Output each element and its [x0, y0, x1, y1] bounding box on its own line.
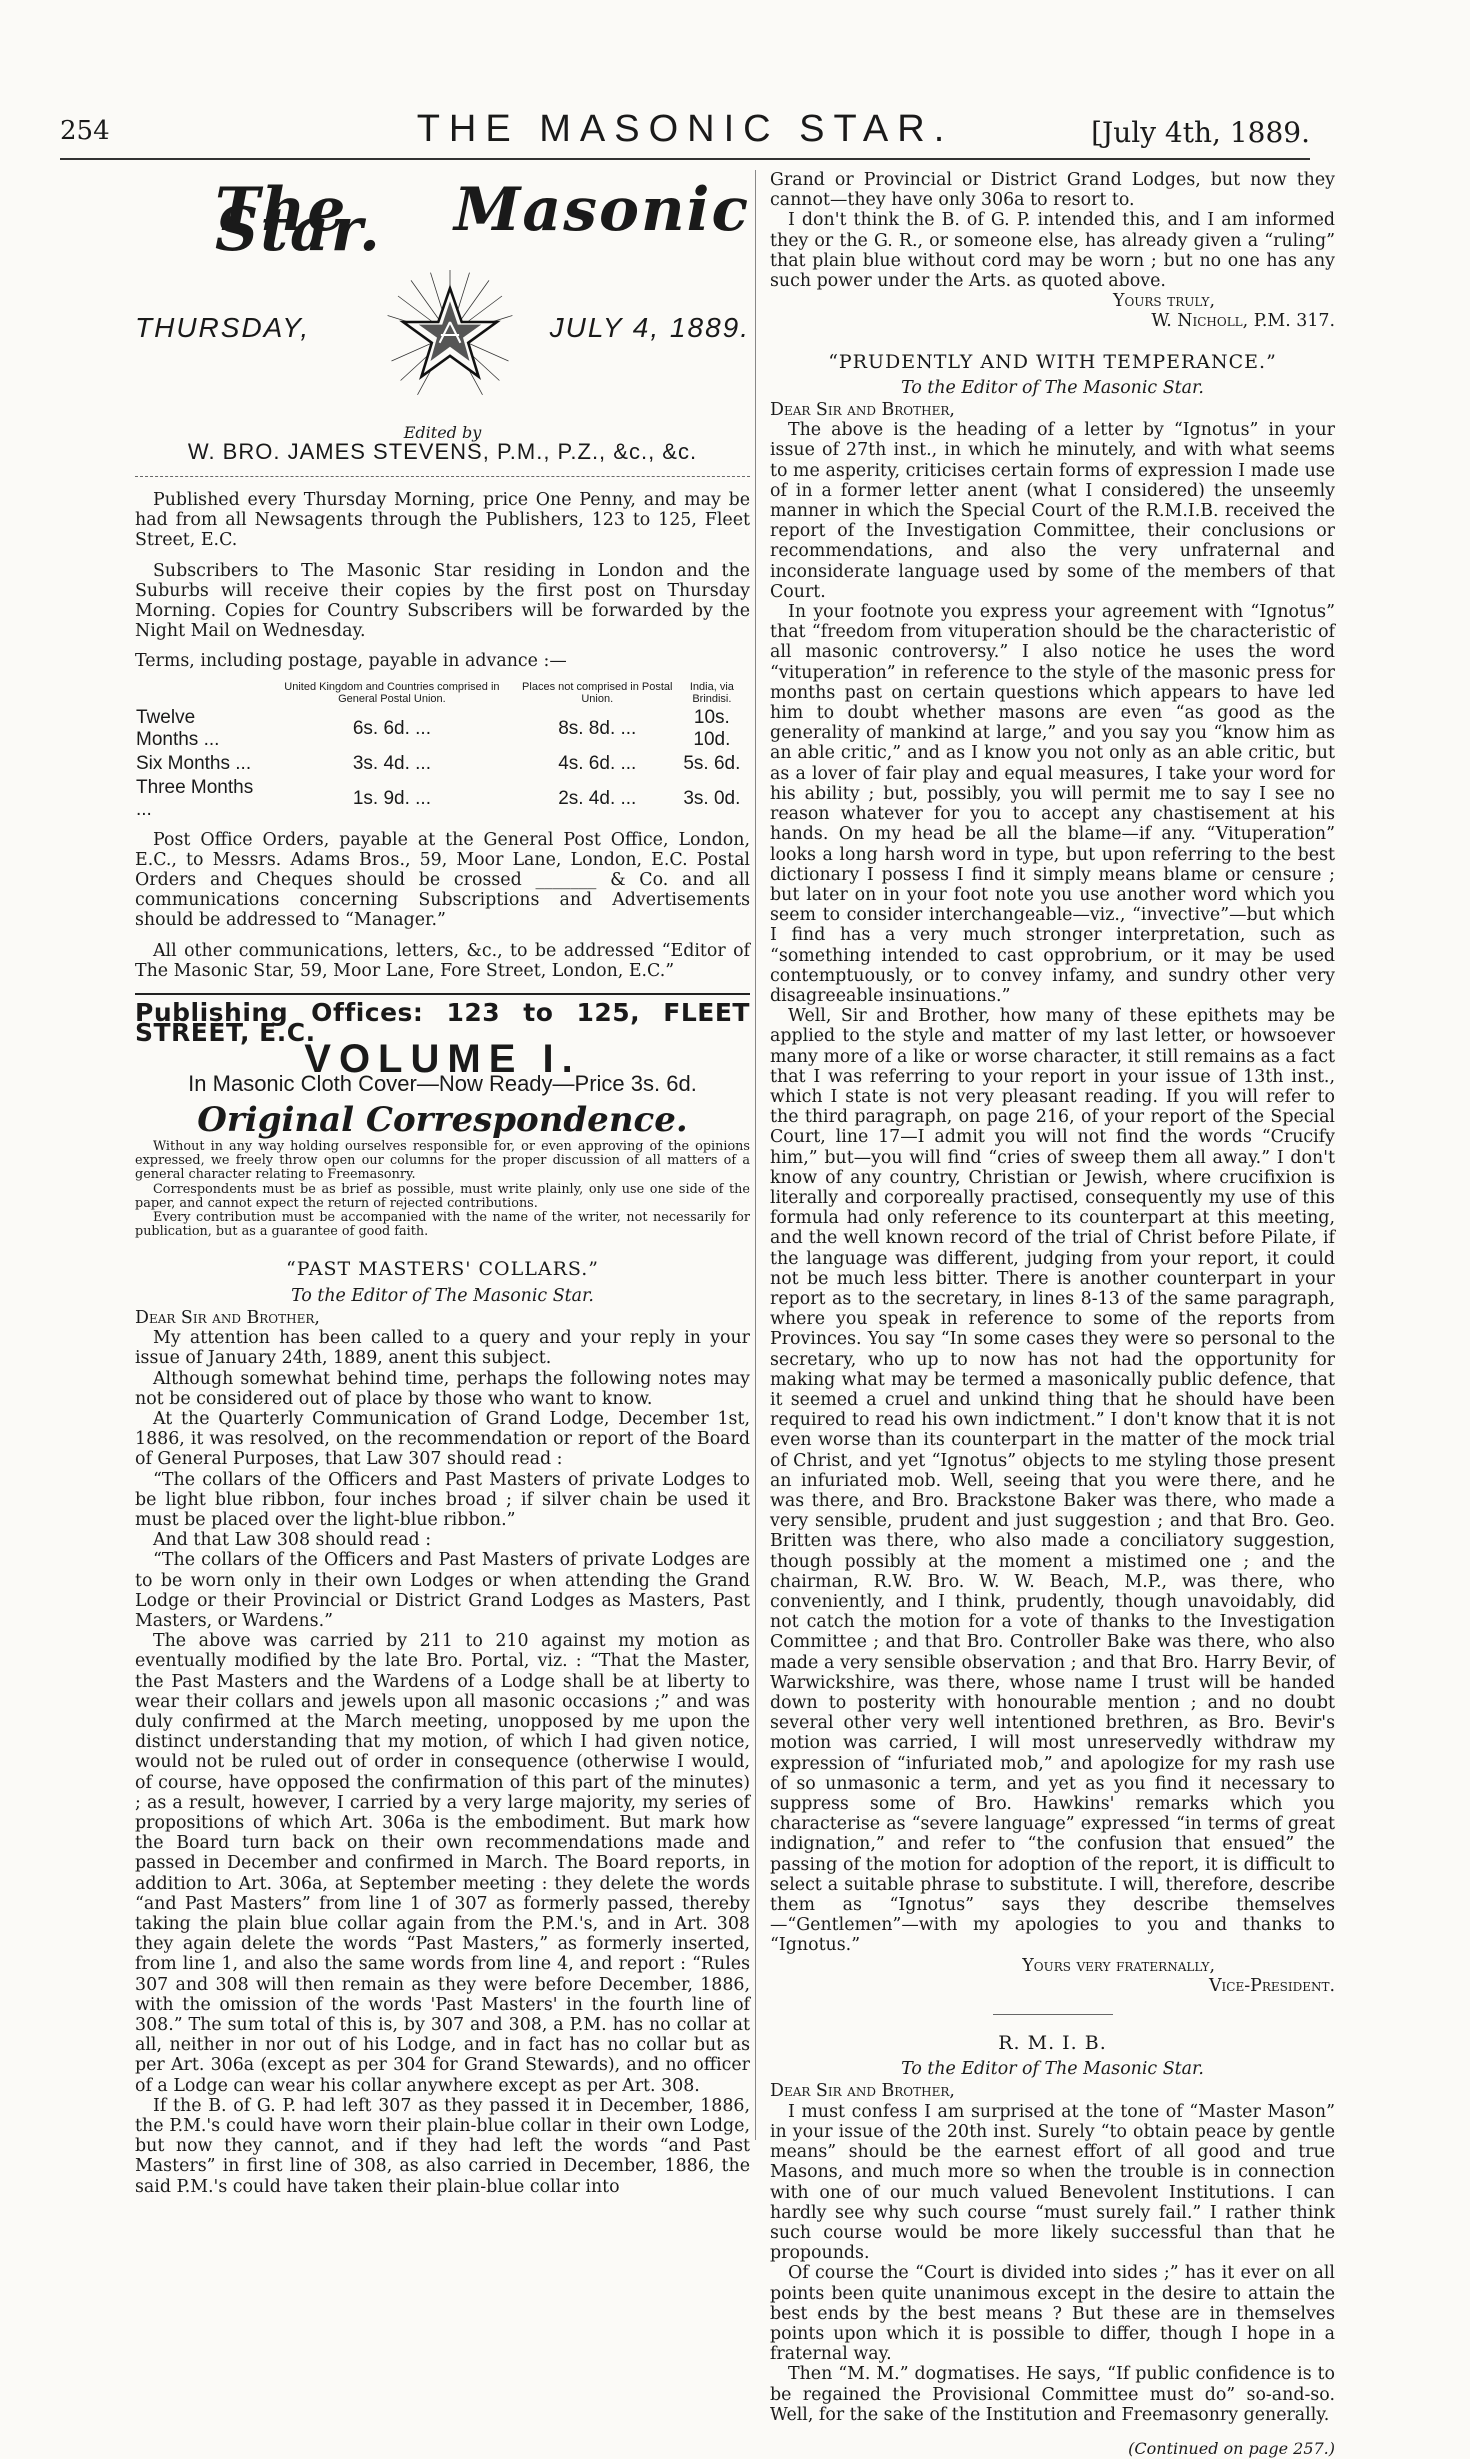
- edited-by-label: Edited by: [403, 423, 482, 442]
- letter-closing: Yours very fraternally,: [1022, 1955, 1215, 1976]
- letter-prudently-with-temperance: [770, 352, 1335, 1996]
- article-title: R. M. I. B.: [998, 2032, 1107, 2055]
- running-title: THE MASONIC STAR.: [416, 108, 954, 150]
- article-paragraph: Of course the “Court is divided into sides ;” has it ever on all points been quite unanimous except in the desire to attain the best ends by the best means ? But these are in themselves points upon which it is possible to differ, though I hope in a fraternal way.: [770, 2263, 1335, 2365]
- right-column: [770, 170, 1335, 2459]
- publishing-offices-banner: Publishing Offices: 123 to 125, FLEET STREET, E.C.: [135, 993, 750, 1043]
- article-addressee: To the Editor of The Masonic Star.: [291, 1285, 594, 1306]
- volume-subtitle: In Masonic Cloth Cover—Now Ready—Price 3s. 6d.: [188, 1070, 697, 1096]
- masthead: [135, 170, 750, 470]
- terms-cell: 4s. 6d. ...: [558, 752, 637, 774]
- article-paragraph: The above was carried by 211 to 210 against my motion as eventually modified by the late Bro. Portal, viz. : “That the Master, the Past Masters and the Wardens of a Lodge shall be at liberty to wear their collars and jewels upon all masonic occasions ;” and was duly confirmed at the March meeting, unopposed by me upon the distinct understanding that my motion, of which I had given notice, would not be ruled out of order in consequence (otherwise I would, of course, have opposed the confirmation of this part of the minutes) ; as a result, however, I carried by a very large majority, my series of propositions of which Art. 306a is the embodiment. But mark how the Board turn back on their own recommendations made and passed in December and confirmed in March. The Board reports, in addition to Art. 306a, at September meeting : they delete the words “and Past Masters” from line 1 of 307 as formerly passed, thereby taking the plain blue collar again from the P.M.'s, and in Art. 308 they again delete the words “Past Masters,” as formerly inserted, from line 1, and also the same words from line 4, and report : “Rules 307 and 308 will then remain as they were before December, 1886, with the omission of the words 'Past Masters' in the fourth line of 308.” The sum total of this is, by 307 and 308, a P.M. has no collar at all, neither in nor out of his Lodge, and in fact has no collar but as per Art. 306a (except as per 304 for Grand Stewards), and no officer of a Lodge can wear his collar anywhere except as per Art. 308.: [135, 1631, 750, 2096]
- masthead-day: THURSDAY,: [135, 312, 311, 343]
- article-paragraph: Well, Sir and Brother, how many of these epithets may be applied to the style and matter of my last letter, or howsoever many more of a like or worse character, it still remains as a fact that I was referring to your report in your issue of 13th inst., which I state is not very pleasant reading. If you will refer to the third paragraph, on page 216, of your report of the Special Court, line 17—I admit you will not find the words “Crucify him,” but—you will find “cries of sweep them all away.” I don't know of any country, Christian or Jewish, where crucifixion is literally and corporeally practised, consequently my use of this formula had only reference to its counterpart at this meeting, and the well known record of the trial of Christ before Pilate, if the language was different, judging from your report, it could not be much less bitter. There is another counterpart in your report as to the secretary, in lines 8-13 of the same paragraph, where you speak in reference to some of the reports from Provinces. You say “In some cases they were so personal to the secretary, who up to now has not had the opportunity for making what may be termed a masonically public defence, that it seemed a cruel and unkind thing that he should have been required to read his own indictment.” I don't know that it is not even worse than its counterpart in the matter of the mock trial of Christ, and yet “Ignotus” objects to me styling those present an infuriated mob. Well, seeing that you were there, and he was there, and Bro. Brackstone Baker was there, who made a very sensible, prudent and just suggestion ; and that Bro. Geo. Britten was there, who also made a conciliatory suggestion, though possibly at the moment a mistimed one ; and the chairman, R.W. Bro. W. W. Beach, M.P., was there, who conveniently, and I think, prudently, though unavoidably, did not catch the motion for a vote of thanks to the Investigation Committee ; and that Bro. Controller Bake was there, who also made a very sensible observation ; and that Bro. Harry Bevir, of Warwickshire, was there, whose name I trust will be handed down to posterity with honourable mention ; and no doubt several other very well intentioned brethren, as Bro. Bevir's motion was carried, I will most unreservedly withdraw my expression of “infuriated mob,” and apologize for my rash use of so unmasonic a term, and yet as you find it necessary to suppress some of Bro. Hawkins' remarks which you characterise as “severe language” expressed “in terms of great indignation,” and refer to “the confusion that ensued” the passing of the motion for adoption of the report, it is difficult to select a suitable phrase to substitute. I will, therefore, describe them as “Ignotus” says they describe themselves—“Gentlemen”—with my apologies to you and thanks to “Ignotus.”: [770, 1006, 1335, 1956]
- article-paragraph: Then “M. M.” dogmatises. He says, “If public confidence is to be regained the Provisional Committee must do” so-and-so. Well, for the sake of the Institution and Freemasonry generally.: [770, 2364, 1335, 2425]
- masthead-rule: [135, 476, 750, 477]
- publication-info: [135, 490, 750, 981]
- info-paragraph: Post Office Orders, payable at the General Post Office, London, E.C., to Messrs. Adams Bros., 59, Moor Lane, London, E.C. Postal Orders and Cheques should be crossed _______ & Co. and all communications concerning Subscriptions and Advertisements should be addressed to “Manager.”: [135, 829, 750, 931]
- article-paragraph: Grand or Provincial or District Grand Lodges, but now they cannot—they have only 306a to resort to.: [770, 170, 1335, 211]
- terms-header: United Kingdom and Countries comprised in General Postal Union.: [284, 680, 500, 705]
- terms-cell: 2s. 4d. ...: [558, 787, 637, 809]
- article-paragraph: At the Quarterly Communication of Grand Lodge, December 1st, 1886, it was resolved, on the recommendation or report of the Board of General Purposes, that Law 307 should read :: [135, 1408, 750, 1470]
- subscription-terms-table: [135, 680, 750, 822]
- article-salutation: Dear Sir and Brother,: [770, 2081, 955, 2102]
- article-paragraph: Although somewhat behind time, perhaps the following notes may not be considered out of place by those who want to know.: [135, 1368, 750, 1409]
- editor-name: W. BRO. JAMES STEVENS, P.M., P.Z., &c., &c.: [187, 439, 698, 464]
- article-paragraph: The above is the heading of a letter by “Ignotus” in your issue of 27th inst., in which he minutely, and with what seems to me asperity, criticises certain forms of expression I made use of in a former letter anent (what I considered) the unseemly manner in which the Special Court of the R.M.I.B. received the report of the Investigation Committee, their conclusions or recommendations, and also the very unfraternal and inconsiderate language used by some of the members of that Court.: [770, 420, 1335, 602]
- letter-signature: Vice-President.: [1209, 1975, 1335, 1996]
- continued-note: (Continued on page 257.): [1128, 2438, 1335, 2458]
- masonic-star-emblem-icon: [385, 270, 515, 400]
- article-paragraph: My attention has been called to a query and your reply in your issue of January 24th, 1889, anent this subject.: [135, 1328, 750, 1369]
- terms-header: [135, 680, 263, 706]
- article-addressee: To the Editor of The Masonic Star.: [901, 377, 1204, 398]
- left-column: [135, 170, 750, 2197]
- letter-past-masters-collars: [135, 1259, 750, 2196]
- article-paragraph: “The collars of the Officers and Past Masters of private Lodges are to be worn only in their own Lodges or when attending the Grand Lodge or their Provincial or District Grand Lodges as Masters, Past Masters, or Wardens.”: [135, 1550, 750, 1631]
- article-paragraph: “The collars of the Officers and Past Masters of private Lodges to be light blue ribbon, four inches broad ; if silver chain be used it must be placed over the light-blue ribbon.”: [135, 1469, 750, 1530]
- masthead-date: JULY 4, 1889.: [549, 312, 750, 343]
- table-row: [135, 776, 750, 822]
- terms-cell: 10s. 10d.: [693, 706, 731, 750]
- article-addressee: To the Editor of The Masonic Star.: [901, 2059, 1204, 2080]
- info-paragraph: All other communications, letters, &c., to be addressed “Editor of The Masonic Star, 59, Moor Lane, Fore Street, London, E.C.”: [135, 940, 750, 981]
- correspondence-disclaimer: [135, 1140, 750, 1239]
- info-paragraph: Subscribers to The Masonic Star residing in London and the Suburbs will receive their copies by the first post on Thursday Morning. Copies for Country Subscribers will be forwarded by the Night Mail on Wednesday.: [135, 560, 750, 642]
- column-divider: [755, 170, 756, 2140]
- volume-title: VOLUME I.: [304, 1037, 581, 1082]
- terms-header: Places not comprised in Postal Union.: [522, 680, 673, 705]
- article-title: “PRUDENTLY AND WITH TEMPERANCE.”: [828, 350, 1277, 373]
- article-salutation: Dear Sir and Brother,: [135, 1307, 320, 1328]
- table-row: [135, 706, 750, 752]
- disclaimer-paragraph: Without in any way holding ourselves responsible for, or even approving of the opinions expressed, we freely throw open our columns for the proper discussion of all matters of a general character relating to Freemasonry.: [135, 1139, 750, 1183]
- article-paragraph: And that Law 308 should read :: [153, 1530, 432, 1551]
- terms-cell: Twelve Months ...: [136, 706, 220, 750]
- article-title: “PAST MASTERS' COLLARS.”: [286, 1258, 599, 1281]
- letter-signature: W. Nicholl, P.M. 317.: [1151, 311, 1335, 332]
- issue-date: [July 4th, 1889.: [1091, 116, 1310, 149]
- page-number: 254: [60, 116, 110, 146]
- terms-cell: 5s. 6d.: [683, 752, 741, 774]
- terms-label: Terms, including postage, payable in advance :—: [135, 651, 567, 672]
- section-divider: [993, 2014, 1113, 2015]
- article-paragraph: If the B. of G. P. had left 307 as they passed it in December, 1886, the P.M.'s could have worn their plain-blue collar in their own Lodge, but now they cannot, and if they had left the words “and Past Masters” in first line of 308, as also carried in December, 1886, the said P.M.'s could have taken their plain-blue collar into: [135, 2095, 750, 2197]
- article-paragraph: In your footnote you express your agreement with “Ignotus” that “freedom from vituperation should be the characteristic of all masonic controversy.” I also notice he uses the word “vituperation” in reference to the style of the masonic press for months past on certain questions which appears to have led him to doubt whether masons are even “as good as the generality of mankind at large,” and you say you “know him as an able critic,” and as I know you not only as an able critic, but as a lover of fair play and equal measures, I take your word for his ability ; but, possibly, you will permit me to say I see no reason whatever for you to accept any chastisement at his hands. On my head be all the blame—if any. “Vituperation” looks a long harsh word in type, but upon referring to the best dictionary I possess I find it simply means blame or censure ; but later on in your foot note you use another word which you seem to consider interchangeable—viz., “invective”—but which I find has a very much stronger interpretation, such as “something intended to cast opprobrium, or it may be used contemptuously, or to convey infamy, and sundry other very disagreeable insinuations.”: [770, 602, 1335, 1006]
- disclaimer-paragraph: Correspondents must be as brief as possible, must write plainly, only use one side of the paper, and cannot expect the return of rejected contributions.: [135, 1181, 750, 1211]
- page-header: [60, 108, 1310, 160]
- terms-cell: Six Months ...: [136, 752, 252, 774]
- section-title: Original Correspondence.: [197, 1099, 688, 1140]
- masthead-title: The Masonic Star.: [215, 175, 750, 266]
- letter-closing: Yours truly,: [1112, 291, 1215, 312]
- terms-cell: 6s. 6d. ...: [352, 717, 431, 739]
- terms-cell: 1s. 9d. ...: [352, 787, 431, 809]
- terms-header: India, via Brindisi.: [689, 680, 734, 705]
- disclaimer-paragraph: Every contribution must be accompanied with the name of the writer, not necessarily for publication, but as a guarantee of good faith.: [135, 1210, 750, 1240]
- info-paragraph: Published every Thursday Morning, price One Penny, and may be had from all Newsagents through the Publishers, 123 to 125, Fleet Street, E.C.: [135, 490, 750, 551]
- terms-cell: 3s. 0d.: [683, 787, 741, 809]
- table-row: [135, 752, 750, 776]
- terms-cell: 3s. 4d. ...: [352, 752, 431, 774]
- letter-rmib: [770, 2033, 1335, 2459]
- article-paragraph: I must confess I am surprised at the tone of “Master Mason” in your issue of the 20th inst. Surely “to obtain peace by gentle means” should be the earnest effort of all good and true Masons, and much more so when the trouble is in connection with one of our much valued Benevolent Institutions. I can hardly see why such course “must surely fail.” I rather think such course would be more likely successful than that he propounds.: [770, 2101, 1335, 2264]
- terms-cell: 8s. 8d. ...: [558, 717, 637, 739]
- article-paragraph: I don't think the B. of G. P. intended this, and I am informed they or the G. R., or someone else, has already given a “ruling” that plain blue without cord may be worn ; but no one has any such power under the Arts. as quoted above.: [770, 210, 1335, 292]
- article-salutation: Dear Sir and Brother,: [770, 400, 955, 421]
- terms-cell: Three Months ...: [136, 776, 254, 820]
